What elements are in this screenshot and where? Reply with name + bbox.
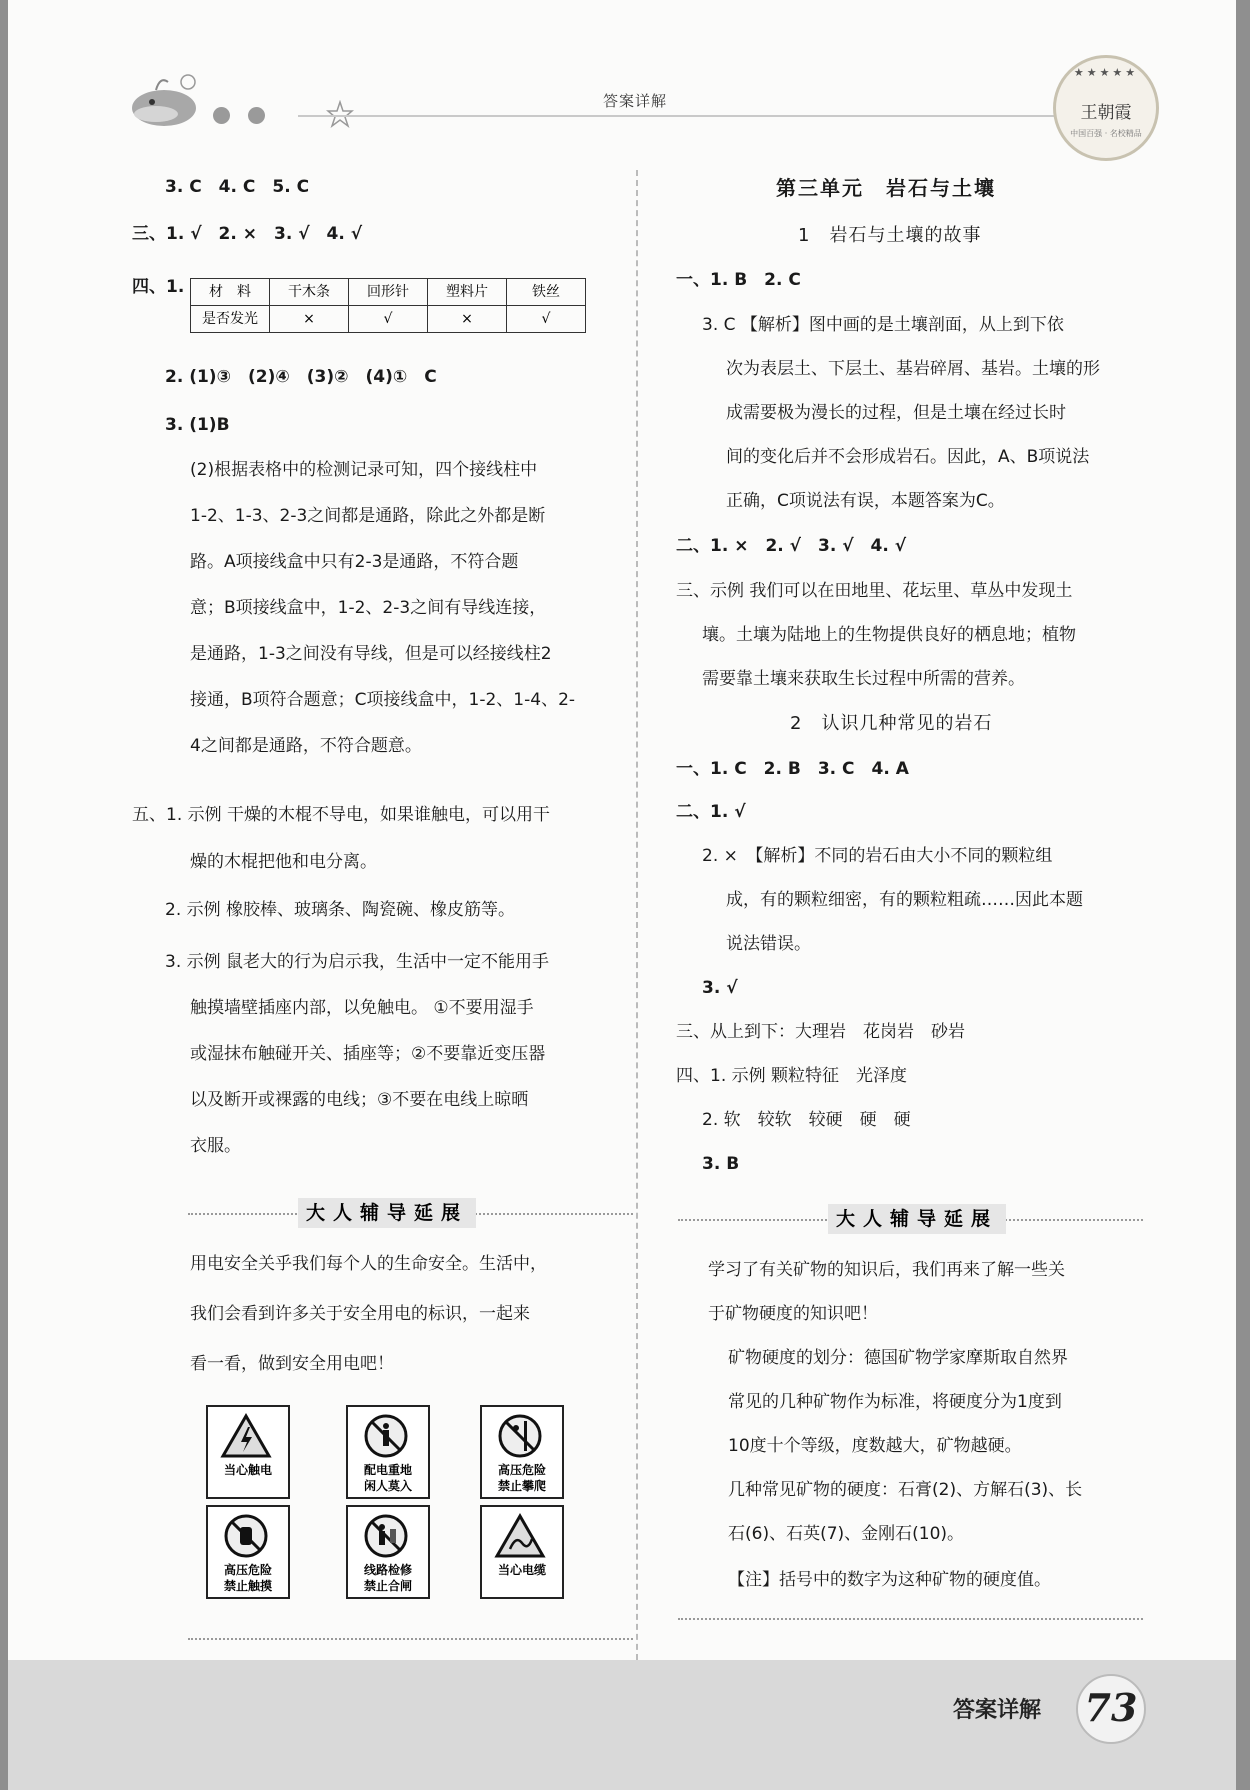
table-header-cell: 回形针 <box>349 279 428 306</box>
text-line: 以及断开或裸露的电线；③不要在电线上晾晒 <box>190 1090 529 1110</box>
answer-line: 3. B <box>702 1154 740 1174</box>
electric-warning-icon <box>220 1413 272 1459</box>
text-line: 10度十个等级，度数越大，矿物越硬。 <box>728 1436 1022 1456</box>
safety-sign: 当心触电 <box>206 1405 290 1499</box>
page-number: 73 <box>1076 1674 1146 1744</box>
table-cell: 是否发光 <box>191 306 270 333</box>
table-header-cell: 塑料片 <box>428 279 507 306</box>
text-line: 2. 软 较软 较硬 硬 硬 <box>702 1110 911 1130</box>
column-divider <box>636 170 638 1680</box>
text-line: 我们会看到许多关于安全用电的标识，一起来 <box>190 1304 530 1324</box>
table-header-cell: 铁丝 <box>507 279 586 306</box>
text-line: 三、从上到下：大理岩 花岗岩 砂岩 <box>676 1022 965 1042</box>
text-line: 正确，C项说法有误，本题答案为C。 <box>726 491 1005 511</box>
text-line: 【注】括号中的数字为这种矿物的硬度值。 <box>728 1570 1051 1590</box>
text-line: 常见的几种矿物作为标准，将硬度分为1度到 <box>728 1392 1062 1412</box>
text-line: 1-2、1-3、2-3之间都是通路，除此之外都是断 <box>190 506 546 526</box>
header-rule <box>298 115 1058 117</box>
text-line: 几种常见矿物的硬度：石膏(2)、方解石(3)、长 <box>728 1480 1083 1500</box>
text-line: 四、1. 示例 颗粒特征 光泽度 <box>676 1066 908 1086</box>
answer-line: 四、1. <box>132 277 185 297</box>
answer-line: 3. C 4. C 5. C <box>165 177 310 197</box>
text-line: 需要靠土壤来获取生长过程中所需的营养。 <box>702 669 1025 689</box>
no-touch-icon <box>220 1513 272 1559</box>
whale-icon <box>126 70 216 130</box>
safety-sign: 高压危险 禁止触摸 <box>206 1505 290 1599</box>
text-line: 看一看，做到安全用电吧！ <box>190 1354 394 1374</box>
star-icon <box>326 100 354 128</box>
text-line: 衣服。 <box>190 1136 241 1156</box>
answer-page <box>8 0 1236 1790</box>
page-footer <box>8 1660 1236 1790</box>
section-title: 1 岩石与土壤的故事 <box>798 225 982 246</box>
cable-warning-icon <box>494 1513 546 1559</box>
answer-line: 三、1. √ 2. × 3. √ 4. √ <box>132 224 363 244</box>
text-line: (2)根据表格中的检测记录可知，四个接线柱中 <box>190 460 538 480</box>
page-header <box>8 0 1236 150</box>
answer-line: 一、1. C 2. B 3. C 4. A <box>676 759 909 779</box>
unit-title: 第三单元 岩石与土壤 <box>776 176 996 200</box>
header-title: 答案详解 <box>603 92 668 110</box>
text-line: 学习了有关矿物的知识后，我们再来了解一些关 <box>708 1260 1065 1280</box>
text-line: 于矿物硬度的知识吧！ <box>708 1304 878 1324</box>
table-header-cell: 干木条 <box>270 279 349 306</box>
text-line: 2. × 【解析】不同的岩石由大小不同的颗粒组 <box>702 846 1053 866</box>
answer-line: 二、1. √ <box>676 802 746 822</box>
answer-line: 3. (1)B <box>165 415 230 435</box>
table-cell: × <box>270 306 349 333</box>
divider-dots <box>188 1638 633 1640</box>
footer-label: 答案详解 <box>953 1698 1042 1723</box>
text-line: 4之间都是通路，不符合题意。 <box>190 736 422 756</box>
divider-dots <box>678 1618 1143 1620</box>
text-line: 五、1. 示例 干燥的木棍不导电，如果谁触电，可以用干 <box>132 805 551 825</box>
text-line: 触摸墙壁插座内部，以免触电。 ①不要用湿手 <box>190 998 534 1018</box>
text-line: 是通路，1-3之间没有导线，但是可以经接线柱2 <box>190 644 552 664</box>
text-line: 或湿抹布触碰开关、插座等；②不要靠近变压器 <box>190 1044 546 1064</box>
table-header-cell: 材 料 <box>191 279 270 306</box>
safety-sign: 配电重地 闲人莫入 <box>346 1405 430 1499</box>
table-cell: × <box>428 306 507 333</box>
text-line: 成需要极为漫长的过程，但是土壤在经过长时 <box>726 403 1066 423</box>
table-cell: √ <box>349 306 428 333</box>
text-line: 2. 示例 橡胶棒、玻璃条、陶瓷碗、橡皮筋等。 <box>165 900 516 920</box>
safety-sign: 线路检修 禁止合闸 <box>346 1505 430 1599</box>
answer-table <box>190 278 586 333</box>
text-line: 3. 示例 鼠老大的行为启示我，生活中一定不能用手 <box>165 952 550 972</box>
text-line: 矿物硬度的划分：德国矿物学家摩斯取自然界 <box>728 1348 1068 1368</box>
section-title: 2 认识几种常见的岩石 <box>790 713 993 734</box>
text-line: 接通，B项符合题意；C项接线盒中，1-2、1-4、2- <box>190 690 576 710</box>
answer-line: 一、1. B 2. C <box>676 270 801 290</box>
extension-heading-right: 大人辅导延展 <box>678 1204 1143 1234</box>
text-line: 壤。土壤为陆地上的生物提供良好的栖息地；植物 <box>702 625 1076 645</box>
text-line: 用电安全关乎我们每个人的生命安全。生活中， <box>190 1254 547 1274</box>
safety-sign: 高压危险 禁止攀爬 <box>480 1405 564 1499</box>
safety-sign: 当心电缆 <box>480 1505 564 1599</box>
text-line: 成，有的颗粒细密，有的颗粒粗疏……因此本题 <box>726 890 1083 910</box>
answer-line: 2. (1)③ (2)④ (3)② (4)① C <box>165 367 437 387</box>
table-cell: √ <box>507 306 586 333</box>
no-switch-icon <box>360 1513 412 1559</box>
answer-line: 二、1. × 2. √ 3. √ 4. √ <box>676 536 907 556</box>
publisher-logo: ★★★★★ 王朝霞 中国百强 · 名校精品 <box>1053 55 1159 161</box>
text-line: 间的变化后并不会形成岩石。因此，A、B项说法 <box>726 447 1090 467</box>
text-line: 3. C 【解析】图中画的是土壤剖面，从上到下依 <box>702 315 1064 335</box>
no-climbing-icon <box>494 1413 546 1459</box>
text-line: 说法错误。 <box>726 934 811 954</box>
text-line: 路。A项接线盒中只有2-3是通路，不符合题 <box>190 552 519 572</box>
text-line: 三、示例 我们可以在田地里、花坛里、草丛中发现土 <box>676 581 1073 601</box>
no-entry-person-icon <box>360 1413 412 1459</box>
text-line: 意；B项接线盒中，1-2、2-3之间有导线连接， <box>190 598 547 618</box>
extension-heading-left: 大人辅导延展 <box>188 1198 633 1228</box>
answer-line: 3. √ <box>702 978 738 998</box>
text-line: 石(6)、石英(7)、金刚石(10)。 <box>728 1524 965 1544</box>
text-line: 次为表层土、下层土、基岩碎屑、基岩。土壤的形 <box>726 359 1100 379</box>
text-line: 燥的木棍把他和电分离。 <box>190 852 377 872</box>
